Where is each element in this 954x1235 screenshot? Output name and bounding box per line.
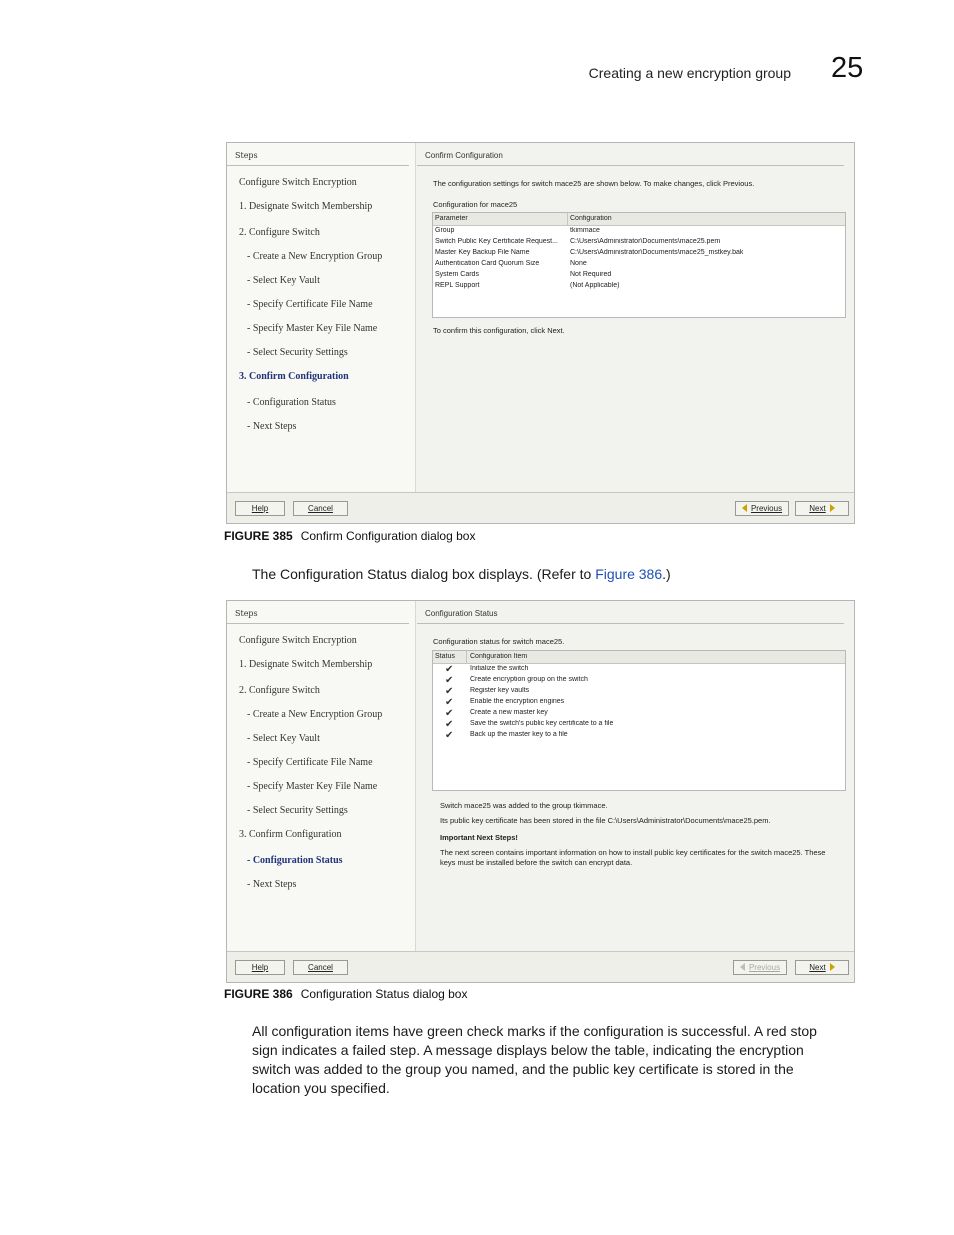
step-specify-certificate-file-name[interactable]: - Specify Certificate File Name [247,299,373,310]
step-create-encryption-group[interactable]: - Create a New Encryption Group [247,709,383,720]
figure-386-caption [224,987,467,1001]
step-specify-certificate-file-name[interactable]: - Specify Certificate File Name [247,757,373,768]
table-cell: Master Key Backup File Name [435,249,530,256]
steps-heading: Steps [227,143,409,166]
steps-heading: Steps [227,601,409,624]
paragraph-line: All configuration items have green check marks if the configuration is successful. A red stop [252,1023,817,1039]
table-cell: Back up the master key to a file [470,731,568,738]
table-row[interactable] [433,686,845,697]
step-confirm-configuration[interactable]: 3. Confirm Configuration [239,829,342,840]
step-confirm-configuration[interactable]: 3. Confirm Configuration [239,371,349,382]
figure-caption-text: Confirm Configuration dialog box [300,529,476,543]
table-row[interactable] [433,281,845,292]
panel-title: Confirm Configuration [417,143,844,166]
panel-title: Configuration Status [417,601,844,624]
arrow-right-icon [830,504,835,512]
column-header-configuration-item[interactable]: Configuration Item [470,653,528,660]
paragraph-summary [252,1022,862,1098]
figure-label: FIGURE 385 [224,529,293,543]
table-row[interactable] [433,226,845,237]
confirm-configuration-dialog [226,142,855,524]
table-row[interactable] [433,730,845,741]
table-cell: C:\Users\Administrator\Documents\mace25.pem [570,238,721,245]
chapter-number: 25 [831,52,864,84]
arrow-right-icon [830,963,835,971]
status-message-certificate: Its public key certificate has been stored in the file C:\Users\Administrator\Documents\mace25.pem. [440,816,771,825]
arrow-left-icon [742,504,747,512]
step-configure-switch[interactable]: 2. Configure Switch [239,227,320,238]
green-check-icon: ✔ [445,664,454,675]
intro-text: The configuration settings for switch mace25 are shown below. To make changes, click Previous. [433,179,755,188]
step-select-key-vault[interactable]: - Select Key Vault [247,733,320,744]
table-cell: Switch Public Key Certificate Request... [435,238,558,245]
green-check-icon: ✔ [445,686,454,697]
previous-label: Previous [748,963,781,972]
table-caption: Configuration for mace25 [433,200,518,209]
next-label: Next [809,963,826,972]
table-row[interactable] [433,248,845,259]
table-cell: Enable the encryption engines [470,698,565,705]
green-check-icon: ✔ [445,697,454,708]
step-configure-switch-encryption[interactable]: Configure Switch Encryption [239,177,357,188]
figure-386-link[interactable]: Figure 386 [595,566,663,582]
table-cell: Save the switch's public key certificate to a file [470,720,614,727]
status-table[interactable] [432,650,846,791]
table-header [433,651,845,664]
next-button[interactable] [795,501,849,516]
previous-label: Previous [750,504,783,513]
table-row[interactable] [433,708,845,719]
green-check-icon: ✔ [445,719,454,730]
table-cell: REPL Support [435,282,480,289]
figure-caption-text: Configuration Status dialog box [300,987,468,1001]
table-cell: Not Required [570,271,612,278]
arrow-left-icon [740,963,745,971]
cancel-button[interactable]: Cancel [293,501,348,516]
paragraph-line: location you specified. [252,1080,390,1096]
next-steps-line-1: The next screen contains important information on how to install public key certificates for the switch mace25. These [440,848,826,857]
figure-label: FIGURE 386 [224,987,293,1001]
confirm-instruction: To confirm this configuration, click Next. [433,326,565,335]
table-row[interactable] [433,270,845,281]
table-cell: Group [435,227,455,234]
next-label: Next [809,504,826,513]
previous-button[interactable] [735,501,789,516]
green-check-icon: ✔ [445,675,454,686]
dialog-footer [227,492,854,523]
status-message-added: Switch mace25 was added to the group tkimmace. [440,801,608,810]
next-button[interactable] [795,960,849,975]
table-row[interactable] [433,259,845,270]
text: dialog box displays. (Refer to [406,566,596,582]
table-cell: Authentication Card Quorum Size [435,260,540,267]
step-next-steps[interactable]: - Next Steps [247,421,297,432]
step-specify-master-key-file-name[interactable]: - Specify Master Key File Name [247,781,378,792]
column-header-status[interactable]: Status [435,653,455,660]
cancel-button[interactable]: Cancel [293,960,348,975]
next-steps-title: Important Next Steps! [440,833,518,842]
dialog-footer [227,951,854,982]
green-check-icon: ✔ [445,708,454,719]
table-cell: Create encryption group on the switch [470,676,588,683]
configuration-table[interactable] [432,212,846,318]
step-select-security-settings[interactable]: - Select Security Settings [247,805,348,816]
confirm-panel [417,143,854,494]
step-designate-switch-membership[interactable]: 1. Designate Switch Membership [239,659,373,670]
ui-term: Configuration Status [280,566,407,582]
table-row[interactable] [433,664,845,675]
configuration-status-dialog [226,600,855,983]
help-button[interactable]: Help [235,501,285,516]
step-next-steps[interactable]: - Next Steps [247,879,297,890]
next-steps-line-2: keys must be installed before the switch can encrypt data. [440,858,633,867]
step-select-security-settings[interactable]: - Select Security Settings [247,347,348,358]
step-configuration-status[interactable]: - Configuration Status [247,397,336,408]
table-row[interactable] [433,237,845,248]
green-check-icon: ✔ [445,730,454,741]
step-create-encryption-group[interactable]: - Create a New Encryption Group [247,251,383,262]
help-button[interactable]: Help [235,960,285,975]
page-header-title: Creating a new encryption group [588,65,791,81]
table-cell: Initialize the switch [470,665,529,672]
table-row[interactable] [433,697,845,708]
previous-button[interactable] [733,960,787,975]
table-cell: None [570,260,587,267]
text: The [252,566,281,582]
step-select-key-vault[interactable]: - Select Key Vault [247,275,320,286]
steps-sidebar [227,601,416,953]
table-cell: Create a new master key [470,709,548,716]
intro-text: Configuration status for switch mace25. [433,637,565,646]
step-configure-switch[interactable]: 2. Configure Switch [239,685,320,696]
table-cell: Register key vaults [470,687,530,694]
table-row[interactable] [433,675,845,686]
table-cell: C:\Users\Administrator\Documents\mace25_mstkey.bak [570,249,744,256]
status-panel [417,601,854,953]
paragraph-line: sign indicates a failed step. A message displays below the table, indicating the encryption [252,1042,804,1058]
column-header-parameter[interactable]: Parameter [435,215,468,222]
step-configuration-status[interactable]: - Configuration Status [247,855,343,866]
table-cell: tkimmace [570,227,600,234]
step-configure-switch-encryption[interactable]: Configure Switch Encryption [239,635,357,646]
column-header-configuration[interactable]: Configuration [570,215,612,222]
table-cell: System Cards [435,271,479,278]
paragraph-line: switch was added to the group you named, and the public key certificate is stored in the [252,1061,794,1077]
paragraph-config-status [252,565,862,584]
step-specify-master-key-file-name[interactable]: - Specify Master Key File Name [247,323,378,334]
steps-sidebar [227,143,416,494]
table-row[interactable] [433,719,845,730]
table-cell: (Not Applicable) [570,282,620,289]
step-designate-switch-membership[interactable]: 1. Designate Switch Membership [239,201,373,212]
table-header [433,213,845,226]
figure-385-caption [224,529,475,543]
text: .) [662,566,671,582]
